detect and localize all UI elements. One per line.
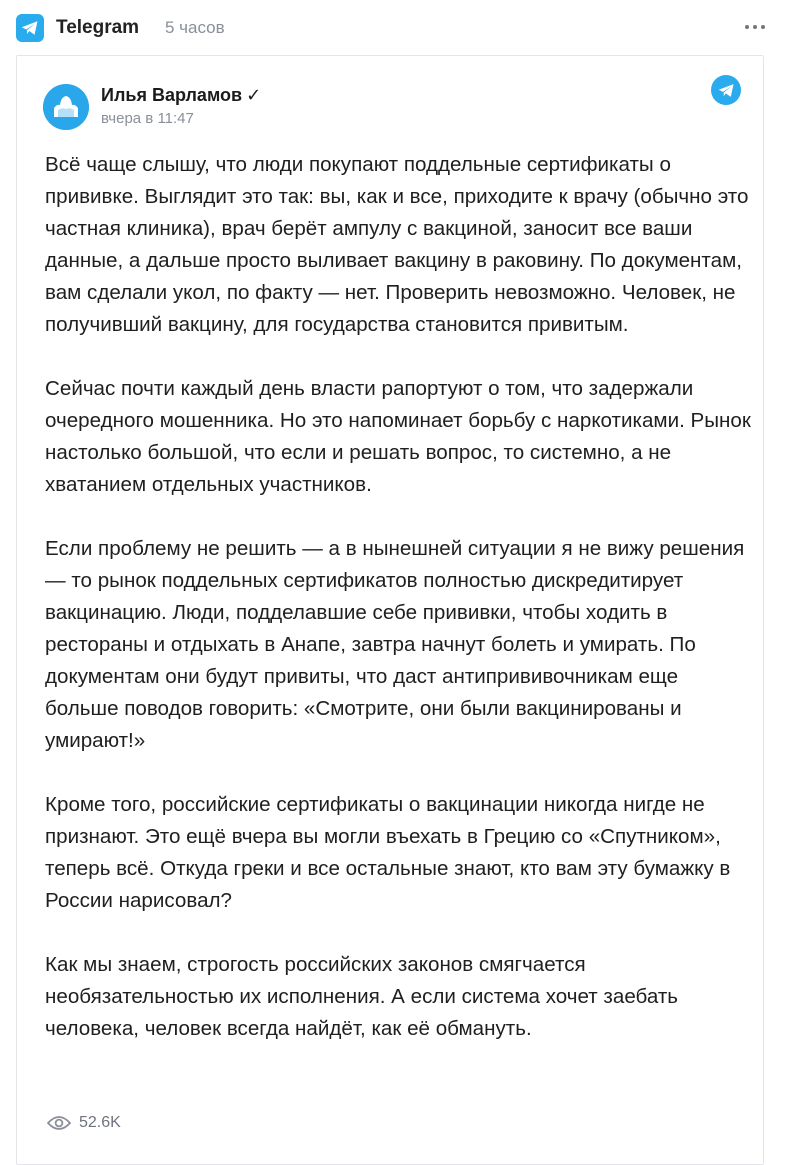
post-paragraph: Сейчас почти каждый день власти рапортуют о том, что задержали очередного мошенника. Но это напоминает борьбу с наркотиками. Рынок настолько большой, что если и решать вопрос, то системно, а не хватанием отдельных участников. [45,377,751,496]
dot-icon [745,25,749,29]
post-card [16,55,764,1165]
time-ago: 5 часов [165,18,225,37]
post-paragraph: Всё чаще слышу, что люди покупают поддельные сертификаты о прививке. Выглядит это так: вы, как и все, приходите к врачу (обычно это частная клиника), врач берёт ампулу с вакциной, заносит все ваши данные, а дальше просто выливает вакцину в раковину. По документам, вам сделали укол, по факту — нет. Проверить невозможно. Человек, не получивший вакцину, для государства становится привитым. [45,153,749,336]
avatar[interactable] [43,84,89,130]
top-bar [0,0,786,56]
telegram-logo-icon [16,14,44,42]
dot-icon [761,25,765,29]
author-name-text: Илья Варламов [101,85,243,105]
post-date: вчера в 11:47 [101,110,194,127]
dot-icon [753,25,757,29]
more-options-button[interactable] [740,14,770,40]
post-paragraph: Если проблему не решить — а в нынешней ситуации я не вижу решения — то рынок поддельных сертификатов полностью дискредитирует вакцинацию. Люди, подделавшие себе прививки, чтобы ходить в рестораны и отдыхать в Анапе, завтра начнут болеть и умирать. По документам они будут привиты, что даст антипрививочникам еще больше поводов говорить: «Смотрите, они были вакцинированы и умирают!» [45,537,745,752]
eye-icon [47,1115,71,1131]
source-name[interactable]: Telegram [56,17,140,38]
author-name[interactable] [101,85,261,106]
telegram-icon[interactable] [711,75,741,105]
views-count: 52.6K [79,1114,121,1131]
views-counter [47,1114,121,1132]
post-paragraph: Кроме того, российские сертификаты о вакцинации никогда нигде не признают. Это ещё вчера вы могли въехать в Грецию со «Спутником», теперь всё. Откуда греки и все остальные знают, кто вам эту бумажку в России нарисовал? [45,793,731,912]
post-text [45,149,755,1077]
verified-check-icon: ✓ [246,85,262,105]
post-paragraph: Как мы знаем, строгость российских законов смягчается необязательностью их исполнения. А если система хочет заебать человека, человек всегда найдёт, как её обмануть. [45,953,679,1040]
